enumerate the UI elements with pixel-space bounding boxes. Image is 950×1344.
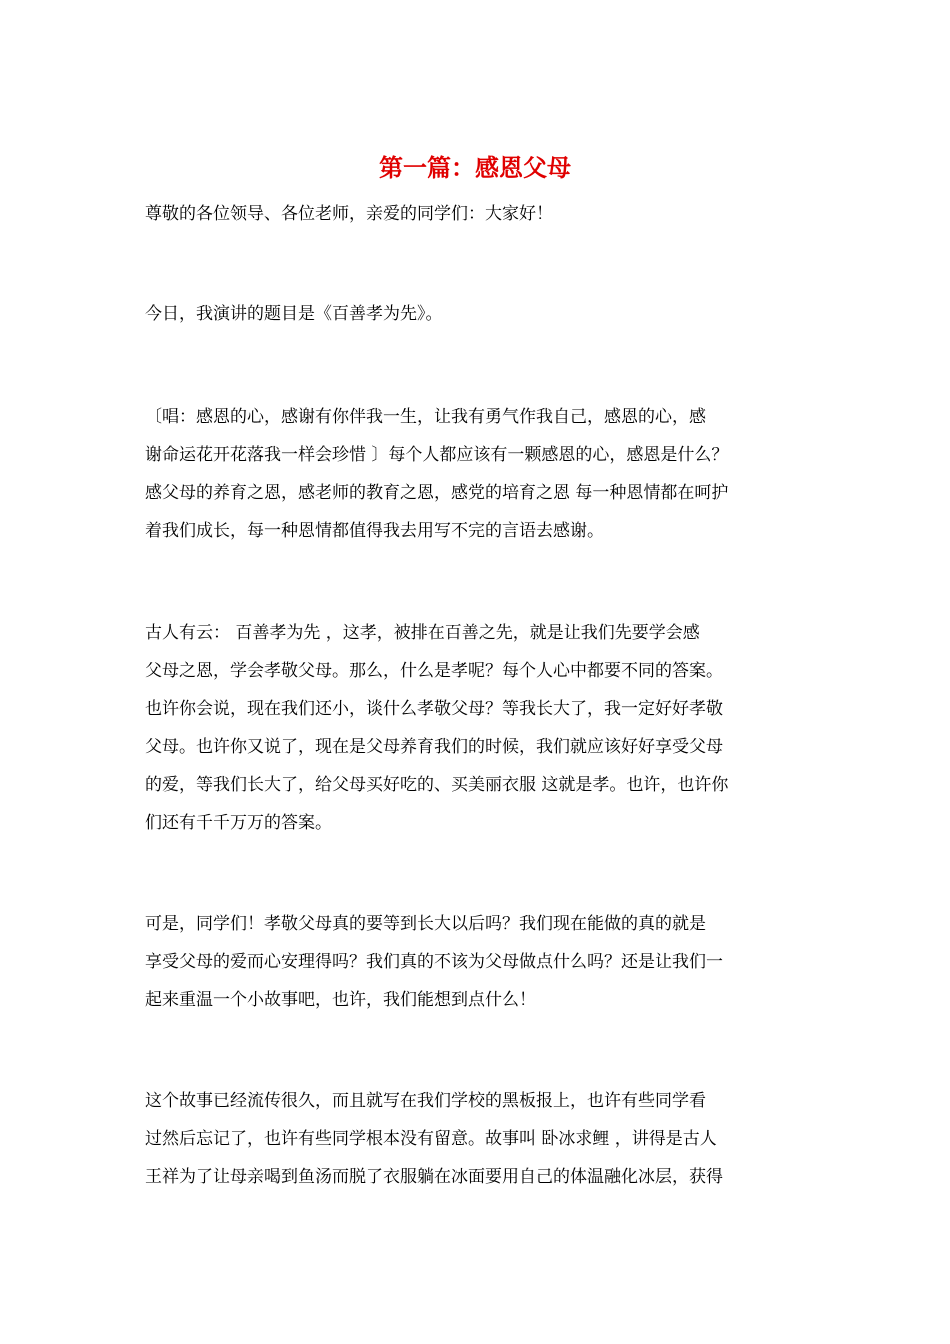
text-line: 感父母的养育之恩，感老师的教育之恩，感党的培育之恩 每一种恩情都在呵护 [145, 483, 729, 503]
text-line: 父母之恩，学会孝敬父母。那么，什么是孝呢？每个人心中都要不同的答案。 [145, 661, 723, 681]
greeting-paragraph [145, 195, 810, 233]
text-line: 享受父母的爱而心安理得吗？我们真的不该为父母做点什么吗？还是让我们一 [145, 952, 723, 972]
paragraph-4 [145, 905, 810, 1019]
paragraph-5 [145, 1082, 810, 1196]
paragraph-3 [145, 614, 810, 842]
text-line: 今日，我演讲的题目是《百善孝为先》。 [145, 304, 443, 324]
paragraph-2 [145, 398, 810, 550]
text-line: 起来重温一个小故事吧，也许，我们能想到点什么！ [145, 990, 536, 1010]
text-line: 可是，同学们！孝敬父母真的要等到长大以后吗？我们现在能做的真的就是 [145, 914, 706, 934]
text-line: 王祥为了让母亲喝到鱼汤而脱了衣服躺在冰面要用自己的体温融化冰层，获得 [145, 1167, 723, 1187]
text-line: 谢命运花开花落我一样会珍惜 〕每个人都应该有一颗感恩的心，感恩是什么？ [145, 445, 729, 465]
text-line: 的爱，等我们长大了，给父母买好吃的、买美丽衣服 这就是孝。也许，也许你 [145, 775, 729, 795]
text-line: 着我们成长，每一种恩情都值得我去用写不完的言语去感谢。 [145, 521, 604, 541]
text-line: 过然后忘记了，也许有些同学根本没有留意。故事叫 卧冰求鲤 ，讲得是古人 [145, 1129, 717, 1149]
paragraph-1 [145, 295, 810, 333]
document-title: 第一篇：感恩父母 [379, 153, 571, 182]
text-line: 也许你会说，现在我们还小，谈什么孝敬父母？等我长大了，我一定好好孝敬 [145, 699, 723, 719]
text-line: 尊敬的各位领导、各位老师，亲爱的同学们：大家好！ [145, 204, 553, 224]
text-line: 这个故事已经流传很久，而且就写在我们学校的黑板报上，也许有些同学看 [145, 1091, 706, 1111]
text-line: 们还有千千万万的答案。 [145, 813, 332, 833]
text-line: 〔唱：感恩的心，感谢有你伴我一生，让我有勇气作我自己，感恩的心，感 [145, 407, 706, 427]
text-line: 父母。也许你又说了，现在是父母养育我们的时候，我们就应该好好享受父母 [145, 737, 723, 757]
text-line: 古人有云： 百善孝为先 ，这孝，被排在百善之先，就是让我们先要学会感 [145, 623, 700, 643]
